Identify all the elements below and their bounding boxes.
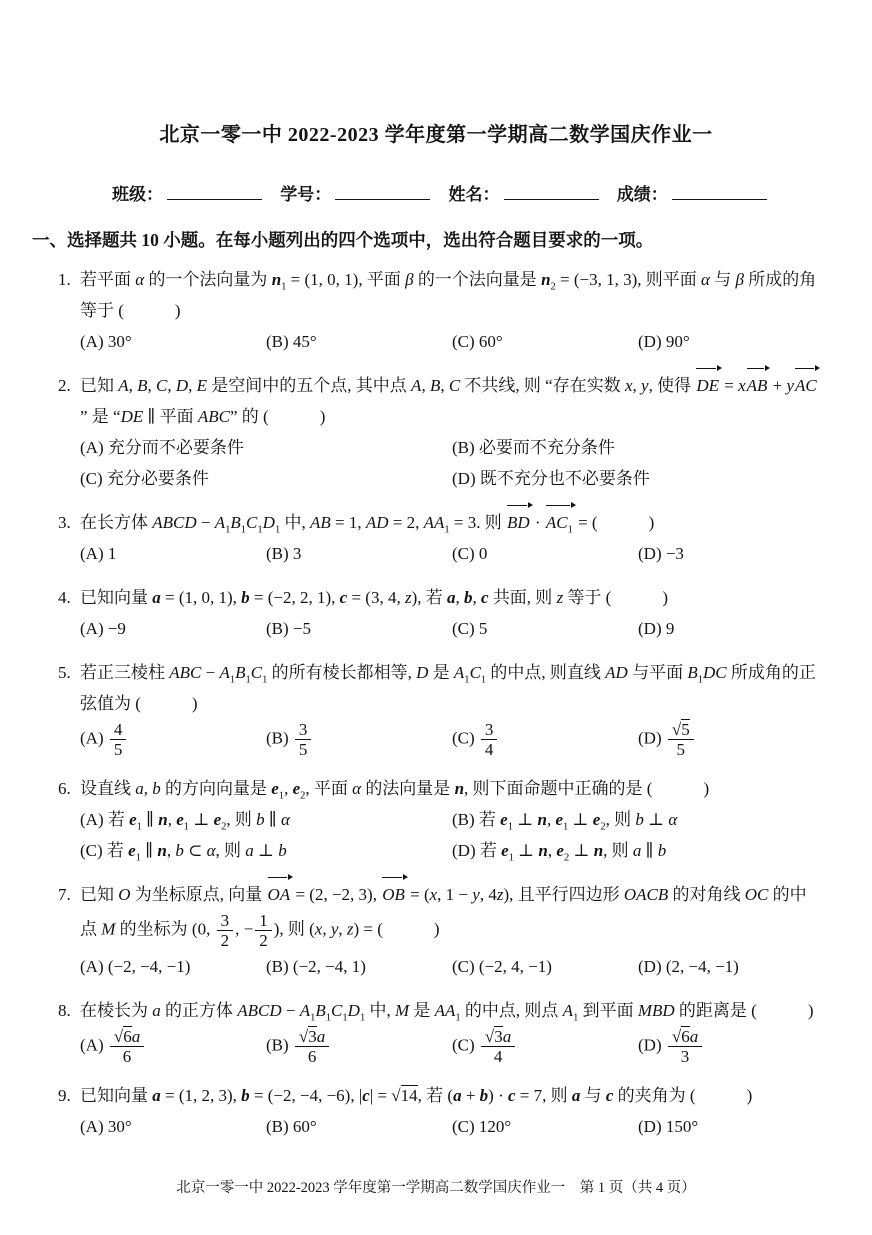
option-c: (C) 5 — [452, 619, 488, 638]
option-d: (D) 若 $e_1$ ⊥ n, $e_2$ ⊥ n, 则 a ∥ b — [452, 841, 667, 864]
question-text: 已知向量 a = (1, 0, 1), b = (−2, 2, 1), c = (3, 4, z), 若 a, b, c 共面, 则 z 等于 ( ) — [80, 588, 669, 607]
option-b: (B) 必要而不充分条件 — [452, 438, 615, 457]
option-d: (D) 90° — [638, 332, 690, 351]
question-options — [80, 719, 820, 760]
option-a: (A) $\frac{4}{5}$ — [80, 719, 262, 760]
option-c: (C) $\frac{√3a}{4}$ — [452, 1026, 634, 1067]
question-text: 若正三棱柱 ABC − $A_1B_1C_1$ 的所有棱长都相等, D 是 $A_1C_1$ 的中点, 则直线 AD 与平面 $B_1DC$ 所成角的正弦值为 ( ) — [80, 663, 816, 713]
student-id-label: 学号： — [280, 185, 332, 204]
option-d: (D) (2, −4, −1) — [638, 957, 739, 977]
question-number: 1. — [58, 270, 71, 289]
score-blank — [672, 182, 767, 200]
option-a: (A) (−2, −4, −1) — [80, 957, 191, 977]
option-b: (B) −5 — [266, 619, 311, 638]
question-number: 4. — [58, 588, 71, 607]
option-a: (A) 1 — [80, 544, 117, 563]
student-info-line — [32, 180, 840, 205]
name-blank — [504, 182, 599, 200]
question-2 — [58, 370, 840, 494]
question-list — [32, 264, 840, 1142]
question-4 — [58, 582, 840, 644]
student-id-blank — [335, 182, 430, 200]
question-text: 若平面 α 的一个法向量为 $n_1 = (1$, 0, 1), 平面 β 的一个法向量是 $n_2 = (-3$, 1, 3), 则平面 α 与 β 所成的角等于 ( ) — [80, 270, 817, 320]
name-field — [449, 185, 607, 204]
question-options — [80, 1026, 820, 1067]
question-5 — [58, 657, 840, 760]
option-d: (D) $\frac{√5}{5}$ — [638, 719, 820, 760]
option-b: (B) 若 $e_1$ ⊥ n, $e_1$ ⊥ $e_2$, 则 b ⊥ α — [452, 810, 678, 833]
question-number: 3. — [58, 513, 71, 532]
question-options — [80, 613, 820, 644]
question-number: 9. — [58, 1086, 71, 1106]
option-b: (B) 60° — [266, 1117, 317, 1137]
option-d: (D) 9 — [638, 619, 675, 638]
class-blank — [167, 182, 262, 200]
question-9 — [58, 1080, 840, 1142]
question-number: 8. — [58, 1001, 71, 1021]
question-options — [80, 432, 820, 494]
option-a: (A) 30° — [80, 1117, 132, 1137]
class-field — [112, 185, 270, 204]
score-field — [617, 185, 775, 204]
question-options — [80, 804, 820, 866]
option-b: (B) $\frac{√3a}{6}$ — [266, 1026, 448, 1067]
question-text: 在棱长为 a 的正方体 ABCD − $A_1B_1C_1D_1$ 中, M 是 $AA_1$ 的中点, 则点 $A_1$ 到平面 MBD 的距离是 ( ) — [80, 1001, 814, 1024]
question-number: 7. — [58, 885, 71, 905]
option-a: (A) 若 $e_1$ ∥ n, $e_1$ ⊥ $e_2$, 则 b ∥ α — [80, 810, 290, 833]
question-7 — [58, 879, 840, 982]
question-options — [80, 326, 820, 357]
option-d: (D) −3 — [638, 544, 684, 563]
option-d: (D) 150° — [638, 1117, 699, 1137]
question-number: 5. — [58, 663, 71, 682]
option-c: (C) 若 $e_1$ ∥ n, b ⊂ α, 则 a ⊥ b — [80, 841, 287, 864]
option-d: (D) 既不充分也不必要条件 — [452, 469, 650, 488]
option-c: (C) $\frac{3}{4}$ — [452, 719, 634, 760]
student-id-field — [280, 185, 438, 204]
question-options — [80, 538, 820, 569]
name-label: 姓名： — [448, 185, 500, 204]
option-c: (C) (−2, 4, −1) — [452, 957, 552, 977]
option-a: (A) 充分而不必要条件 — [80, 438, 244, 457]
question-text: 已知 A, B, C, D, E 是空间中的五个点, 其中点 A, B, C 不共线, 则 “存在实数 x, y, 使得 DE = xAB + yAC” 是 “DE ∥ 平面 ABC” 的 ( ) — [80, 370, 820, 432]
option-b: (B) $\frac{3}{5}$ — [266, 719, 448, 760]
question-8 — [58, 995, 840, 1067]
question-text: 设直线 a, b 的方向向量是 $e_1$, $e_2$, 平面 α 的法向量是 n, 则下面命题中正确的是 ( ) — [80, 779, 710, 802]
question-options — [80, 951, 820, 982]
question-6 — [58, 773, 840, 866]
option-d: (D) $\frac{√6a}{3}$ — [638, 1026, 820, 1067]
question-text: 在长方体 ABCD − $A_1B_1C_1D_1$ 中, AB = 1, AD = 2, $AA_1 = 3$. 则 BD · $AC_1$ = ( ) — [80, 507, 820, 538]
option-c: (C) 60° — [452, 332, 503, 351]
option-c: (C) 0 — [452, 544, 488, 563]
option-a: (A) $\frac{√6a}{6}$ — [80, 1026, 262, 1067]
option-b: (B) 45° — [266, 332, 317, 351]
question-number: 2. — [58, 376, 71, 395]
question-1 — [58, 264, 840, 357]
page-footer: 北京一零一中 2022-2023 学年度第一学期高二数学国庆作业一 第 1 页（共 4 页） — [176, 1180, 696, 1196]
class-label: 班级： — [112, 185, 163, 204]
option-c: (C) 充分必要条件 — [80, 469, 209, 488]
page-title: 北京一零一中 2022-2023 学年度第一学期高二数学国庆作业一 — [159, 124, 713, 146]
option-b: (B) 3 — [266, 544, 302, 563]
option-c: (C) 120° — [452, 1117, 512, 1137]
question-text: 已知 O 为坐标原点, 向量 OA = (2, −2, 3), OB = (x, 1 − y, 4z), 且平行四边形 OACB 的对角线 OC 的中点 M 的坐标为 (0, $\frac{3}{2}$ , − $\frac{1}{2}$ ), 则 (x, y, z) = ( ) — [80, 879, 820, 951]
question-text: 已知向量 a = (1, 2, 3), b = (−2, −4, −6), |c| = √14, 若 (a + b) · c = 7, 则 a 与 c 的夹角为 ( ) — [80, 1086, 753, 1106]
question-options — [80, 1111, 820, 1142]
option-b: (B) (−2, −4, 1) — [266, 957, 366, 977]
option-a: (A) −9 — [80, 619, 126, 638]
question-3 — [58, 507, 840, 569]
option-a: (A) 30° — [80, 332, 132, 351]
section-heading: 一、选择题共 10 小题。在每小题列出的四个选项中，选出符合题目要求的一项。 — [32, 230, 654, 250]
score-label: 成绩： — [616, 185, 668, 204]
question-number: 6. — [58, 779, 71, 799]
